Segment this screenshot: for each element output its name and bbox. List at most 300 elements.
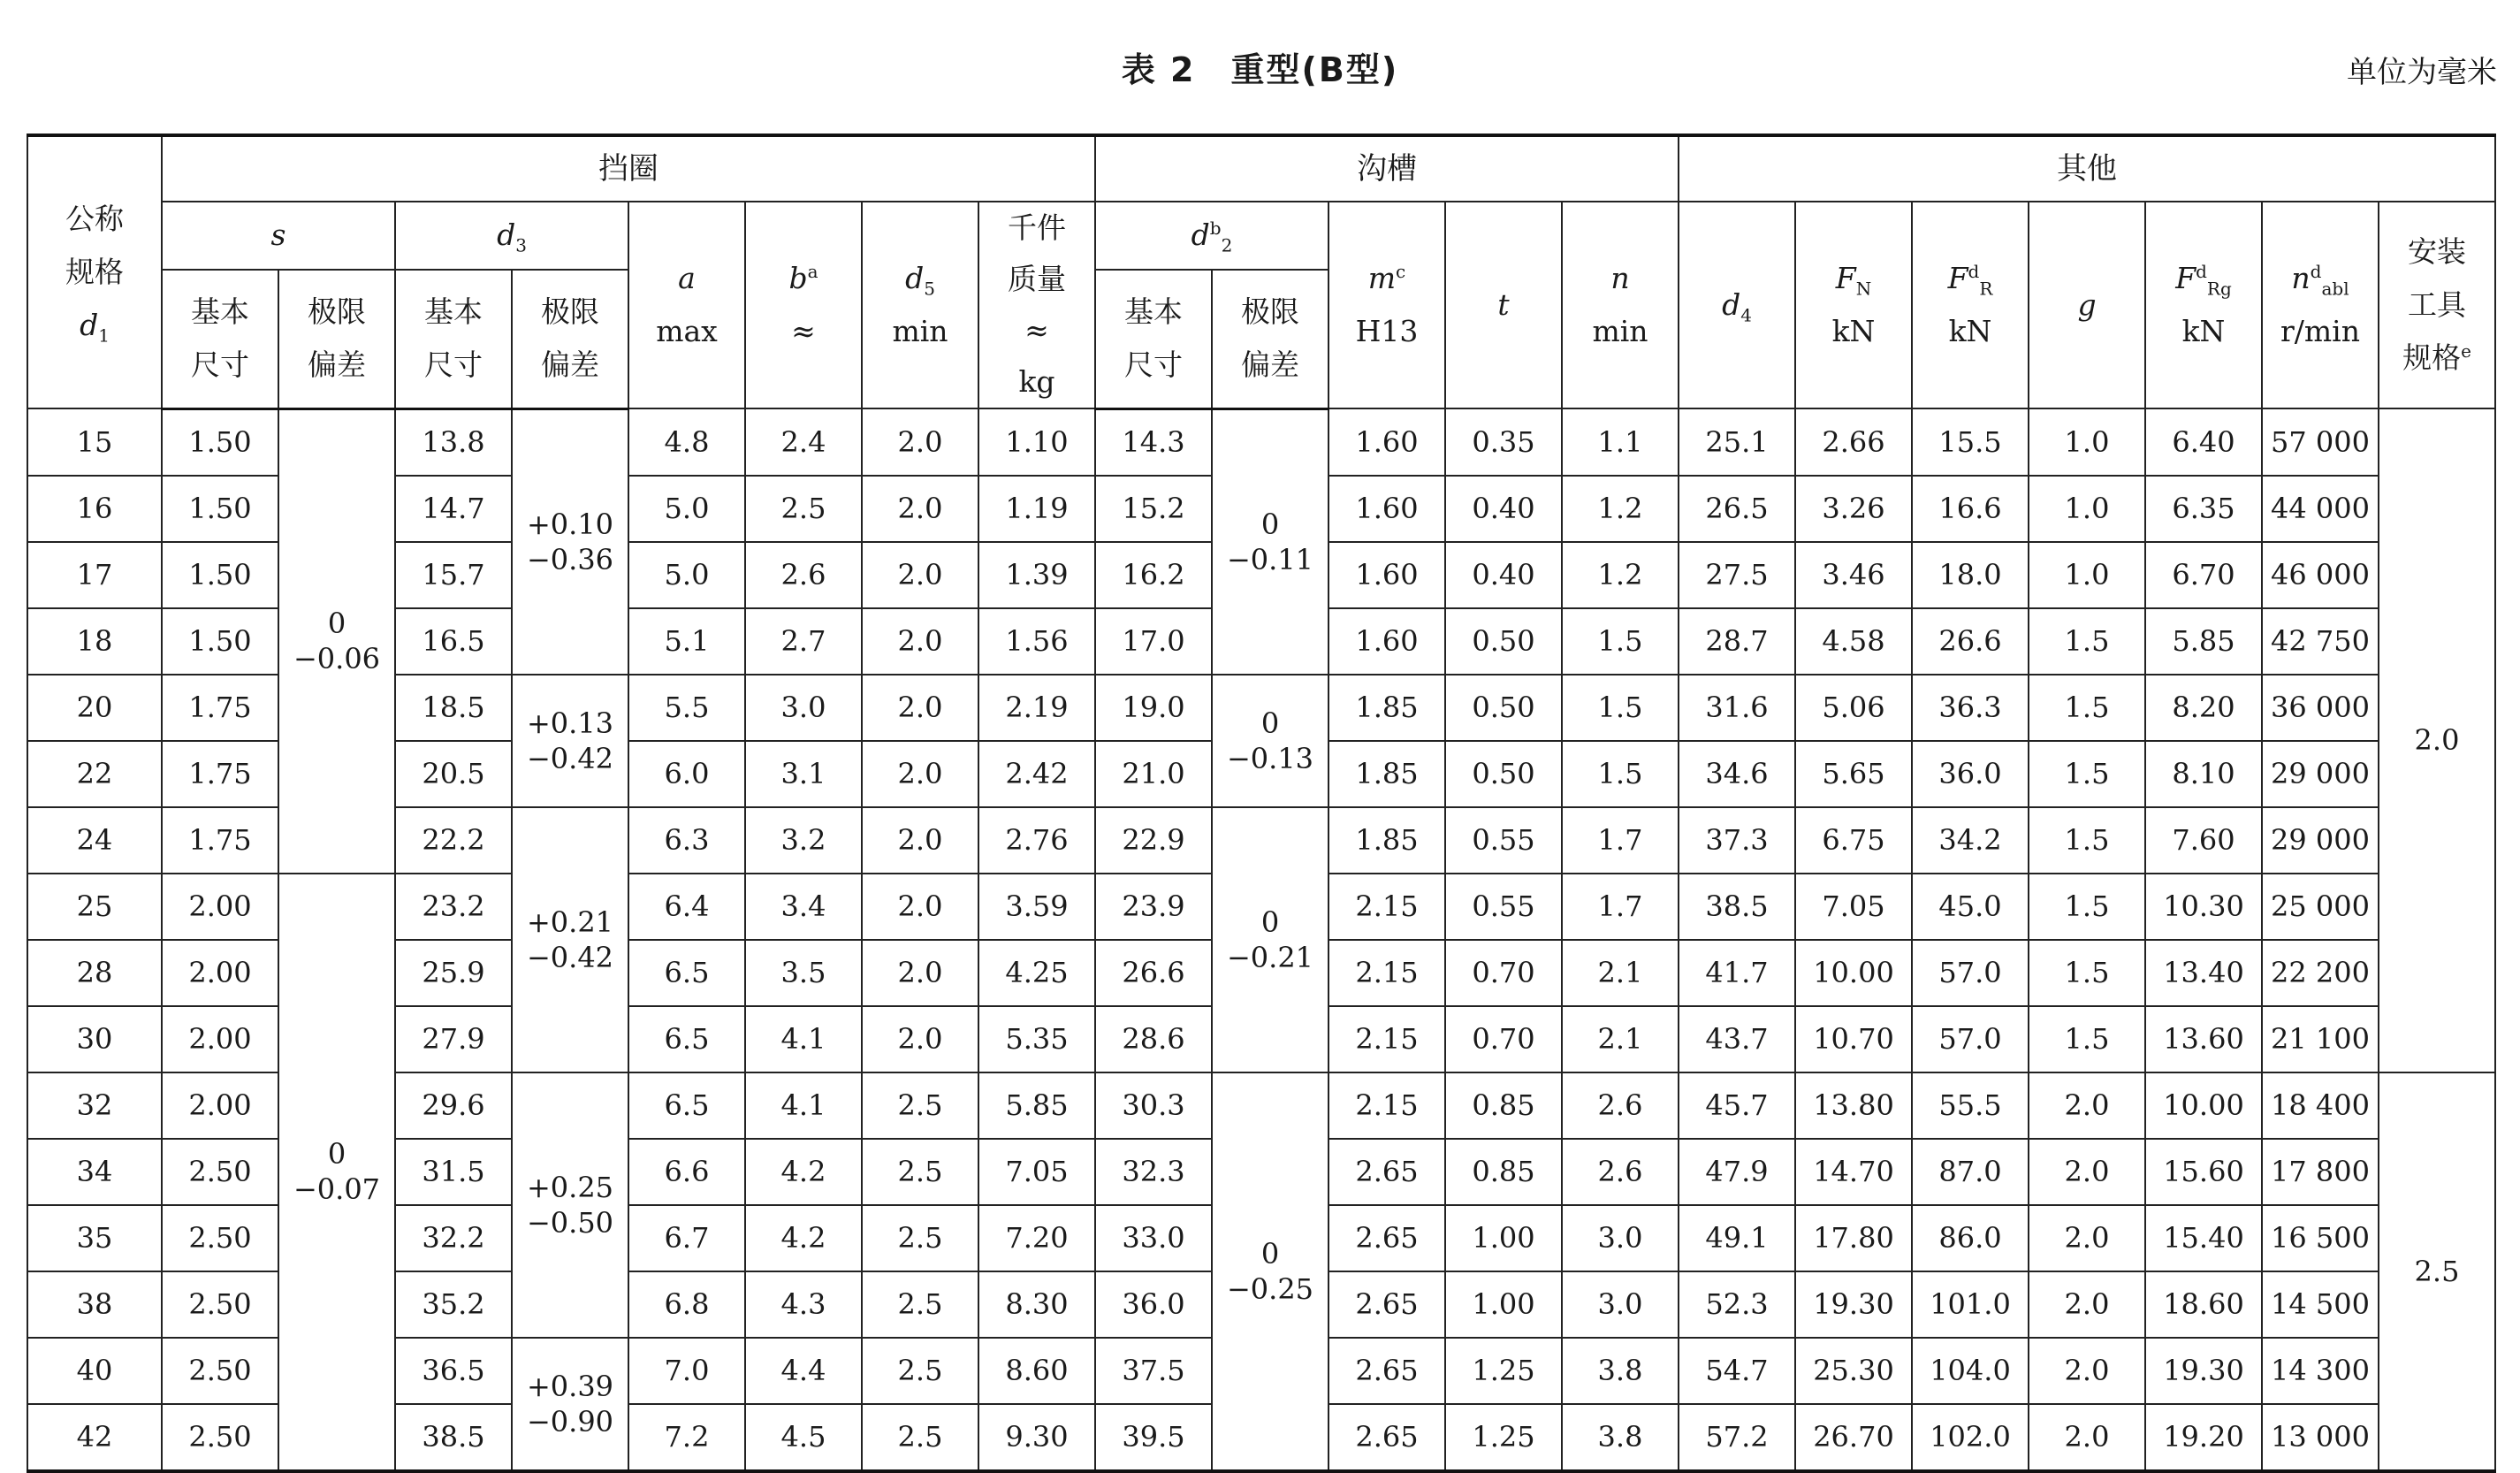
upper-deviation: 0 <box>327 607 346 640</box>
cell-fr: 16.6 <box>1912 476 2029 542</box>
cell-m: 1.60 <box>1329 476 1445 542</box>
cell-b: 2.5 <box>745 476 862 542</box>
cell-m: 2.65 <box>1329 1205 1445 1271</box>
cell-fn: 26.70 <box>1795 1404 1912 1471</box>
cell-d1: 22 <box>27 741 162 807</box>
cell-d3: 16.5 <box>395 608 512 675</box>
cell-g: 1.5 <box>2029 874 2145 940</box>
table-body <box>27 408 2495 1471</box>
cell-d2: 33.0 <box>1095 1205 1212 1271</box>
cell-n: 1.7 <box>1562 807 1679 874</box>
header-d5: $d_5$ min <box>862 202 978 408</box>
cell-fr: 102.0 <box>1912 1404 2029 1471</box>
header-tool: 安装 工具 规格$^e$ <box>2379 202 2495 408</box>
cell-frg: 8.20 <box>2145 675 2262 741</box>
upper-deviation: 0 <box>1260 1236 1280 1271</box>
cell-m: 2.15 <box>1329 940 1445 1006</box>
cell-d1: 15 <box>27 408 162 476</box>
header-n: n min <box>1562 202 1679 408</box>
cell-a: 6.7 <box>628 1205 745 1271</box>
cell-d2: 39.5 <box>1095 1404 1212 1471</box>
cell-frg: 19.30 <box>2145 1338 2262 1404</box>
cell-d5: 2.0 <box>862 608 978 675</box>
cell-g: 1.0 <box>2029 476 2145 542</box>
cell-fr: 86.0 <box>1912 1205 2029 1271</box>
cell-fn: 7.05 <box>1795 874 1912 940</box>
cell-d1: 35 <box>27 1205 162 1271</box>
cell-b: 4.3 <box>745 1271 862 1338</box>
cell-s: 1.75 <box>162 741 278 807</box>
header-d3-basic: 基本 尺寸 <box>395 270 512 408</box>
cell-d1: 28 <box>27 940 162 1006</box>
cell-m: 1.60 <box>1329 608 1445 675</box>
cell-b: 3.2 <box>745 807 862 874</box>
cell-nabl: 18 400 <box>2262 1072 2379 1139</box>
cell-d1: 20 <box>27 675 162 741</box>
cell-d4: 31.6 <box>1679 675 1795 741</box>
cell-d2: 37.5 <box>1095 1338 1212 1404</box>
cell-d1: 17 <box>27 542 162 608</box>
cell-mass: 1.10 <box>978 408 1095 476</box>
cell-mass: 8.30 <box>978 1271 1095 1338</box>
cell-a: 6.3 <box>628 807 745 874</box>
cell-m: 2.65 <box>1329 1404 1445 1471</box>
cell-b: 2.4 <box>745 408 862 476</box>
cell-n: 1.5 <box>1562 608 1679 675</box>
cell-frg: 10.00 <box>2145 1072 2262 1139</box>
cell-s: 1.75 <box>162 807 278 874</box>
d3-tolerance-cell <box>512 1072 628 1338</box>
cell-s: 2.50 <box>162 1139 278 1205</box>
cell-n: 2.6 <box>1562 1072 1679 1139</box>
cell-d4: 26.5 <box>1679 476 1795 542</box>
cell-b: 4.5 <box>745 1404 862 1471</box>
cell-frg: 6.70 <box>2145 542 2262 608</box>
cell-d3: 36.5 <box>395 1338 512 1404</box>
cell-d5: 2.0 <box>862 675 978 741</box>
cell-d4: 27.5 <box>1679 542 1795 608</box>
cell-d3: 20.5 <box>395 741 512 807</box>
d3-tolerance-cell <box>512 675 628 807</box>
cell-d5: 2.5 <box>862 1072 978 1139</box>
cell-d2: 26.6 <box>1095 940 1212 1006</box>
cell-d4: 52.3 <box>1679 1271 1795 1338</box>
cell-a: 7.2 <box>628 1404 745 1471</box>
cell-mass: 7.05 <box>978 1139 1095 1205</box>
cell-n: 1.5 <box>1562 675 1679 741</box>
upper-deviation: +0.21 <box>526 904 614 939</box>
cell-d3: 35.2 <box>395 1271 512 1338</box>
cell-d5: 2.5 <box>862 1271 978 1338</box>
cell-d1: 34 <box>27 1139 162 1205</box>
cell-d4: 41.7 <box>1679 940 1795 1006</box>
header-frg: $F^d_{Rg}$ kN <box>2145 202 2262 408</box>
cell-fn: 5.06 <box>1795 675 1912 741</box>
cell-d4: 54.7 <box>1679 1338 1795 1404</box>
upper-deviation: 0 <box>1260 904 1280 939</box>
lower-deviation: −0.42 <box>526 940 614 974</box>
cell-g: 2.0 <box>2029 1404 2145 1471</box>
group-other: 其他 <box>1679 135 2495 202</box>
cell-s: 1.50 <box>162 476 278 542</box>
cell-fn: 4.58 <box>1795 608 1912 675</box>
header-m: $m^c$ H13 <box>1329 202 1445 408</box>
header-b: $b^a$ ≈ <box>745 202 862 408</box>
cell-mass: 8.60 <box>978 1338 1095 1404</box>
cell-d5: 2.0 <box>862 542 978 608</box>
cell-d4: 37.3 <box>1679 807 1795 874</box>
cell-mass: 2.76 <box>978 807 1095 874</box>
cell-m: 2.65 <box>1329 1271 1445 1338</box>
cell-d5: 2.5 <box>862 1404 978 1471</box>
cell-nabl: 22 200 <box>2262 940 2379 1006</box>
header-s-basic: 基本 尺寸 <box>162 270 278 408</box>
lower-deviation: −0.90 <box>526 1404 614 1439</box>
table-row <box>27 408 2495 476</box>
cell-frg: 13.40 <box>2145 940 2262 1006</box>
cell-a: 5.0 <box>628 476 745 542</box>
cell-m: 2.65 <box>1329 1139 1445 1205</box>
cell-n: 2.6 <box>1562 1139 1679 1205</box>
cell-mass: 9.30 <box>978 1404 1095 1471</box>
cell-a: 5.0 <box>628 542 745 608</box>
table-row <box>27 1072 2495 1139</box>
tool-spec-cell: 2.0 <box>2379 408 2495 1072</box>
cell-t: 0.55 <box>1445 874 1562 940</box>
cell-t: 1.25 <box>1445 1404 1562 1471</box>
cell-d4: 47.9 <box>1679 1139 1795 1205</box>
cell-fn: 3.46 <box>1795 542 1912 608</box>
upper-deviation: +0.39 <box>526 1369 614 1403</box>
cell-d2: 23.9 <box>1095 874 1212 940</box>
cell-s: 1.75 <box>162 675 278 741</box>
cell-t: 0.50 <box>1445 675 1562 741</box>
cell-frg: 18.60 <box>2145 1271 2262 1338</box>
cell-g: 2.0 <box>2029 1139 2145 1205</box>
cell-t: 0.70 <box>1445 940 1562 1006</box>
cell-n: 2.1 <box>1562 1006 1679 1072</box>
lower-deviation: −0.42 <box>526 741 614 775</box>
cell-s: 2.50 <box>162 1404 278 1471</box>
d3-tolerance-cell <box>512 807 628 1072</box>
cell-d5: 2.5 <box>862 1205 978 1271</box>
cell-a: 6.5 <box>628 940 745 1006</box>
cell-g: 2.0 <box>2029 1205 2145 1271</box>
cell-fr: 45.0 <box>1912 874 2029 940</box>
cell-d1: 18 <box>27 608 162 675</box>
cell-a: 7.0 <box>628 1338 745 1404</box>
cell-g: 2.0 <box>2029 1271 2145 1338</box>
table-title: 表 2 重型(B型) <box>1121 50 1399 89</box>
cell-d5: 2.5 <box>862 1139 978 1205</box>
cell-d1: 38 <box>27 1271 162 1338</box>
cell-n: 2.1 <box>1562 940 1679 1006</box>
table-row <box>27 675 2495 741</box>
upper-deviation: 0 <box>327 1137 346 1171</box>
cell-a: 6.4 <box>628 874 745 940</box>
cell-g: 1.5 <box>2029 675 2145 741</box>
d2-tolerance-cell <box>1212 1072 1329 1471</box>
cell-nabl: 21 100 <box>2262 1006 2379 1072</box>
table-row <box>27 807 2495 874</box>
d3-tolerance-cell <box>512 408 628 675</box>
cell-frg: 15.40 <box>2145 1205 2262 1271</box>
cell-g: 1.5 <box>2029 807 2145 874</box>
cell-d2: 19.0 <box>1095 675 1212 741</box>
cell-m: 2.65 <box>1329 1338 1445 1404</box>
cell-mass: 5.85 <box>978 1072 1095 1139</box>
header-d2-limit: 极限 偏差 <box>1212 270 1329 408</box>
unit-note: 单位为毫米 <box>2347 55 2497 90</box>
cell-d2: 14.3 <box>1095 408 1212 476</box>
cell-d2: 21.0 <box>1095 741 1212 807</box>
header-d3-limit: 极限 偏差 <box>512 270 628 408</box>
cell-t: 1.00 <box>1445 1271 1562 1338</box>
cell-mass: 3.59 <box>978 874 1095 940</box>
cell-nabl: 46 000 <box>2262 542 2379 608</box>
lower-deviation: −0.25 <box>1226 1271 1314 1306</box>
cell-frg: 15.60 <box>2145 1139 2262 1205</box>
cell-s: 1.50 <box>162 542 278 608</box>
d2-tolerance-cell <box>1212 807 1329 1072</box>
cell-s: 2.50 <box>162 1205 278 1271</box>
cell-s: 2.00 <box>162 1072 278 1139</box>
cell-g: 1.5 <box>2029 608 2145 675</box>
cell-d3: 38.5 <box>395 1404 512 1471</box>
cell-nabl: 42 750 <box>2262 608 2379 675</box>
cell-mass: 2.19 <box>978 675 1095 741</box>
cell-d5: 2.0 <box>862 940 978 1006</box>
cell-d4: 34.6 <box>1679 741 1795 807</box>
cell-d2: 15.2 <box>1095 476 1212 542</box>
header-d4: $d_4$ <box>1679 202 1795 408</box>
cell-b: 3.0 <box>745 675 862 741</box>
cell-fr: 101.0 <box>1912 1271 2029 1338</box>
cell-mass: 7.20 <box>978 1205 1095 1271</box>
cell-d3: 25.9 <box>395 940 512 1006</box>
header-fn: $F_N$ kN <box>1795 202 1912 408</box>
cell-s: 2.50 <box>162 1271 278 1338</box>
cell-a: 6.5 <box>628 1006 745 1072</box>
cell-d3: 31.5 <box>395 1139 512 1205</box>
cell-d4: 49.1 <box>1679 1205 1795 1271</box>
cell-d5: 2.0 <box>862 807 978 874</box>
cell-n: 3.8 <box>1562 1404 1679 1471</box>
lower-deviation: −0.50 <box>526 1205 614 1240</box>
cell-b: 3.5 <box>745 940 862 1006</box>
cell-fn: 14.70 <box>1795 1139 1912 1205</box>
cell-fr: 55.5 <box>1912 1072 2029 1139</box>
lower-deviation: −0.07 <box>293 1172 381 1206</box>
cell-t: 0.85 <box>1445 1139 1562 1205</box>
cell-d3: 13.8 <box>395 408 512 476</box>
cell-d3: 14.7 <box>395 476 512 542</box>
cell-n: 1.2 <box>1562 476 1679 542</box>
cell-g: 2.0 <box>2029 1072 2145 1139</box>
cell-fr: 87.0 <box>1912 1139 2029 1205</box>
cell-n: 1.7 <box>1562 874 1679 940</box>
cell-m: 2.15 <box>1329 1006 1445 1072</box>
cell-g: 1.5 <box>2029 741 2145 807</box>
lower-deviation: −0.21 <box>1226 940 1314 974</box>
cell-fr: 57.0 <box>1912 940 2029 1006</box>
cell-d5: 2.0 <box>862 1006 978 1072</box>
cell-nabl: 29 000 <box>2262 807 2379 874</box>
cell-nabl: 14 500 <box>2262 1271 2379 1338</box>
cell-n: 1.5 <box>1562 741 1679 807</box>
cell-d5: 2.0 <box>862 874 978 940</box>
cell-frg: 7.60 <box>2145 807 2262 874</box>
cell-t: 0.40 <box>1445 542 1562 608</box>
cell-b: 4.4 <box>745 1338 862 1404</box>
cell-d4: 43.7 <box>1679 1006 1795 1072</box>
header-nabl: $n^d_{abl}$ r/min <box>2262 202 2379 408</box>
cell-nabl: 29 000 <box>2262 741 2379 807</box>
cell-n: 3.0 <box>1562 1205 1679 1271</box>
cell-fr: 104.0 <box>1912 1338 2029 1404</box>
cell-t: 0.50 <box>1445 741 1562 807</box>
cell-d2: 30.3 <box>1095 1072 1212 1139</box>
s-tolerance-cell <box>278 874 395 1471</box>
cell-nabl: 14 300 <box>2262 1338 2379 1404</box>
cell-d2: 36.0 <box>1095 1271 1212 1338</box>
cell-g: 1.0 <box>2029 542 2145 608</box>
cell-mass: 1.19 <box>978 476 1095 542</box>
cell-b: 3.4 <box>745 874 862 940</box>
cell-frg: 8.10 <box>2145 741 2262 807</box>
header-spec-d1: 公称 规格 $d_1$ <box>27 135 162 408</box>
cell-a: 6.8 <box>628 1271 745 1338</box>
cell-m: 1.60 <box>1329 408 1445 476</box>
cell-g: 1.5 <box>2029 940 2145 1006</box>
d3-tolerance-cell <box>512 1338 628 1471</box>
cell-fr: 36.3 <box>1912 675 2029 741</box>
cell-b: 4.2 <box>745 1205 862 1271</box>
cell-m: 1.60 <box>1329 542 1445 608</box>
cell-b: 3.1 <box>745 741 862 807</box>
cell-d4: 57.2 <box>1679 1404 1795 1471</box>
header-t: t <box>1445 202 1562 408</box>
cell-m: 1.85 <box>1329 741 1445 807</box>
cell-frg: 10.30 <box>2145 874 2262 940</box>
cell-fn: 6.75 <box>1795 807 1912 874</box>
header-a: a max <box>628 202 745 408</box>
cell-mass: 5.35 <box>978 1006 1095 1072</box>
cell-t: 0.35 <box>1445 408 1562 476</box>
upper-deviation: +0.25 <box>526 1170 614 1204</box>
cell-n: 3.8 <box>1562 1338 1679 1404</box>
upper-deviation: 0 <box>1260 507 1280 541</box>
cell-d1: 25 <box>27 874 162 940</box>
lower-deviation: −0.06 <box>293 642 381 675</box>
group-retainer: 挡圈 <box>162 135 1095 202</box>
cell-mass: 1.39 <box>978 542 1095 608</box>
upper-deviation: 0 <box>1260 706 1280 740</box>
cell-mass: 2.42 <box>978 741 1095 807</box>
cell-t: 0.55 <box>1445 807 1562 874</box>
cell-nabl: 13 000 <box>2262 1404 2379 1471</box>
cell-d5: 2.0 <box>862 408 978 476</box>
cell-a: 6.5 <box>628 1072 745 1139</box>
cell-d3: 22.2 <box>395 807 512 874</box>
cell-a: 6.0 <box>628 741 745 807</box>
cell-fn: 10.70 <box>1795 1006 1912 1072</box>
cell-t: 0.85 <box>1445 1072 1562 1139</box>
cell-d1: 42 <box>27 1404 162 1471</box>
cell-d4: 45.7 <box>1679 1072 1795 1139</box>
cell-d5: 2.0 <box>862 476 978 542</box>
cell-n: 1.1 <box>1562 408 1679 476</box>
cell-d3: 23.2 <box>395 874 512 940</box>
cell-fn: 5.65 <box>1795 741 1912 807</box>
cell-n: 1.2 <box>1562 542 1679 608</box>
cell-s: 1.50 <box>162 608 278 675</box>
cell-fr: 26.6 <box>1912 608 2029 675</box>
cell-b: 2.7 <box>745 608 862 675</box>
cell-g: 1.5 <box>2029 1006 2145 1072</box>
cell-d4: 28.7 <box>1679 608 1795 675</box>
upper-deviation: +0.13 <box>526 706 614 740</box>
cell-t: 1.00 <box>1445 1205 1562 1271</box>
cell-nabl: 25 000 <box>2262 874 2379 940</box>
cell-nabl: 17 800 <box>2262 1139 2379 1205</box>
cell-frg: 19.20 <box>2145 1404 2262 1471</box>
cell-mass: 1.56 <box>978 608 1095 675</box>
cell-fn: 17.80 <box>1795 1205 1912 1271</box>
cell-fn: 13.80 <box>1795 1072 1912 1139</box>
cell-d2: 17.0 <box>1095 608 1212 675</box>
cell-m: 2.15 <box>1329 874 1445 940</box>
cell-fn: 10.00 <box>1795 940 1912 1006</box>
cell-fn: 25.30 <box>1795 1338 1912 1404</box>
group-groove: 沟槽 <box>1095 135 1679 202</box>
tool-spec-cell: 2.5 <box>2379 1072 2495 1471</box>
header-d3: $d_3$ <box>395 202 628 270</box>
cell-nabl: 16 500 <box>2262 1205 2379 1271</box>
cell-d1: 24 <box>27 807 162 874</box>
cell-d5: 2.0 <box>862 741 978 807</box>
cell-s: 2.00 <box>162 1006 278 1072</box>
cell-d1: 32 <box>27 1072 162 1139</box>
cell-fr: 18.0 <box>1912 542 2029 608</box>
cell-s: 1.50 <box>162 408 278 476</box>
spec-table <box>27 134 2496 1473</box>
cell-d4: 38.5 <box>1679 874 1795 940</box>
cell-b: 2.6 <box>745 542 862 608</box>
cell-d2: 16.2 <box>1095 542 1212 608</box>
s-tolerance-cell <box>278 408 395 874</box>
cell-fr: 34.2 <box>1912 807 2029 874</box>
cell-a: 6.6 <box>628 1139 745 1205</box>
cell-d3: 15.7 <box>395 542 512 608</box>
cell-t: 1.25 <box>1445 1338 1562 1404</box>
cell-fn: 3.26 <box>1795 476 1912 542</box>
cell-d3: 27.9 <box>395 1006 512 1072</box>
cell-nabl: 44 000 <box>2262 476 2379 542</box>
cell-s: 2.50 <box>162 1338 278 1404</box>
cell-fr: 57.0 <box>1912 1006 2029 1072</box>
cell-d2: 22.9 <box>1095 807 1212 874</box>
cell-b: 4.1 <box>745 1072 862 1139</box>
cell-g: 2.0 <box>2029 1338 2145 1404</box>
cell-g: 1.0 <box>2029 408 2145 476</box>
cell-frg: 13.60 <box>2145 1006 2262 1072</box>
header-d2: $d^b_2$ <box>1095 202 1329 270</box>
cell-d2: 28.6 <box>1095 1006 1212 1072</box>
cell-a: 4.8 <box>628 408 745 476</box>
cell-mass: 4.25 <box>978 940 1095 1006</box>
cell-m: 2.15 <box>1329 1072 1445 1139</box>
